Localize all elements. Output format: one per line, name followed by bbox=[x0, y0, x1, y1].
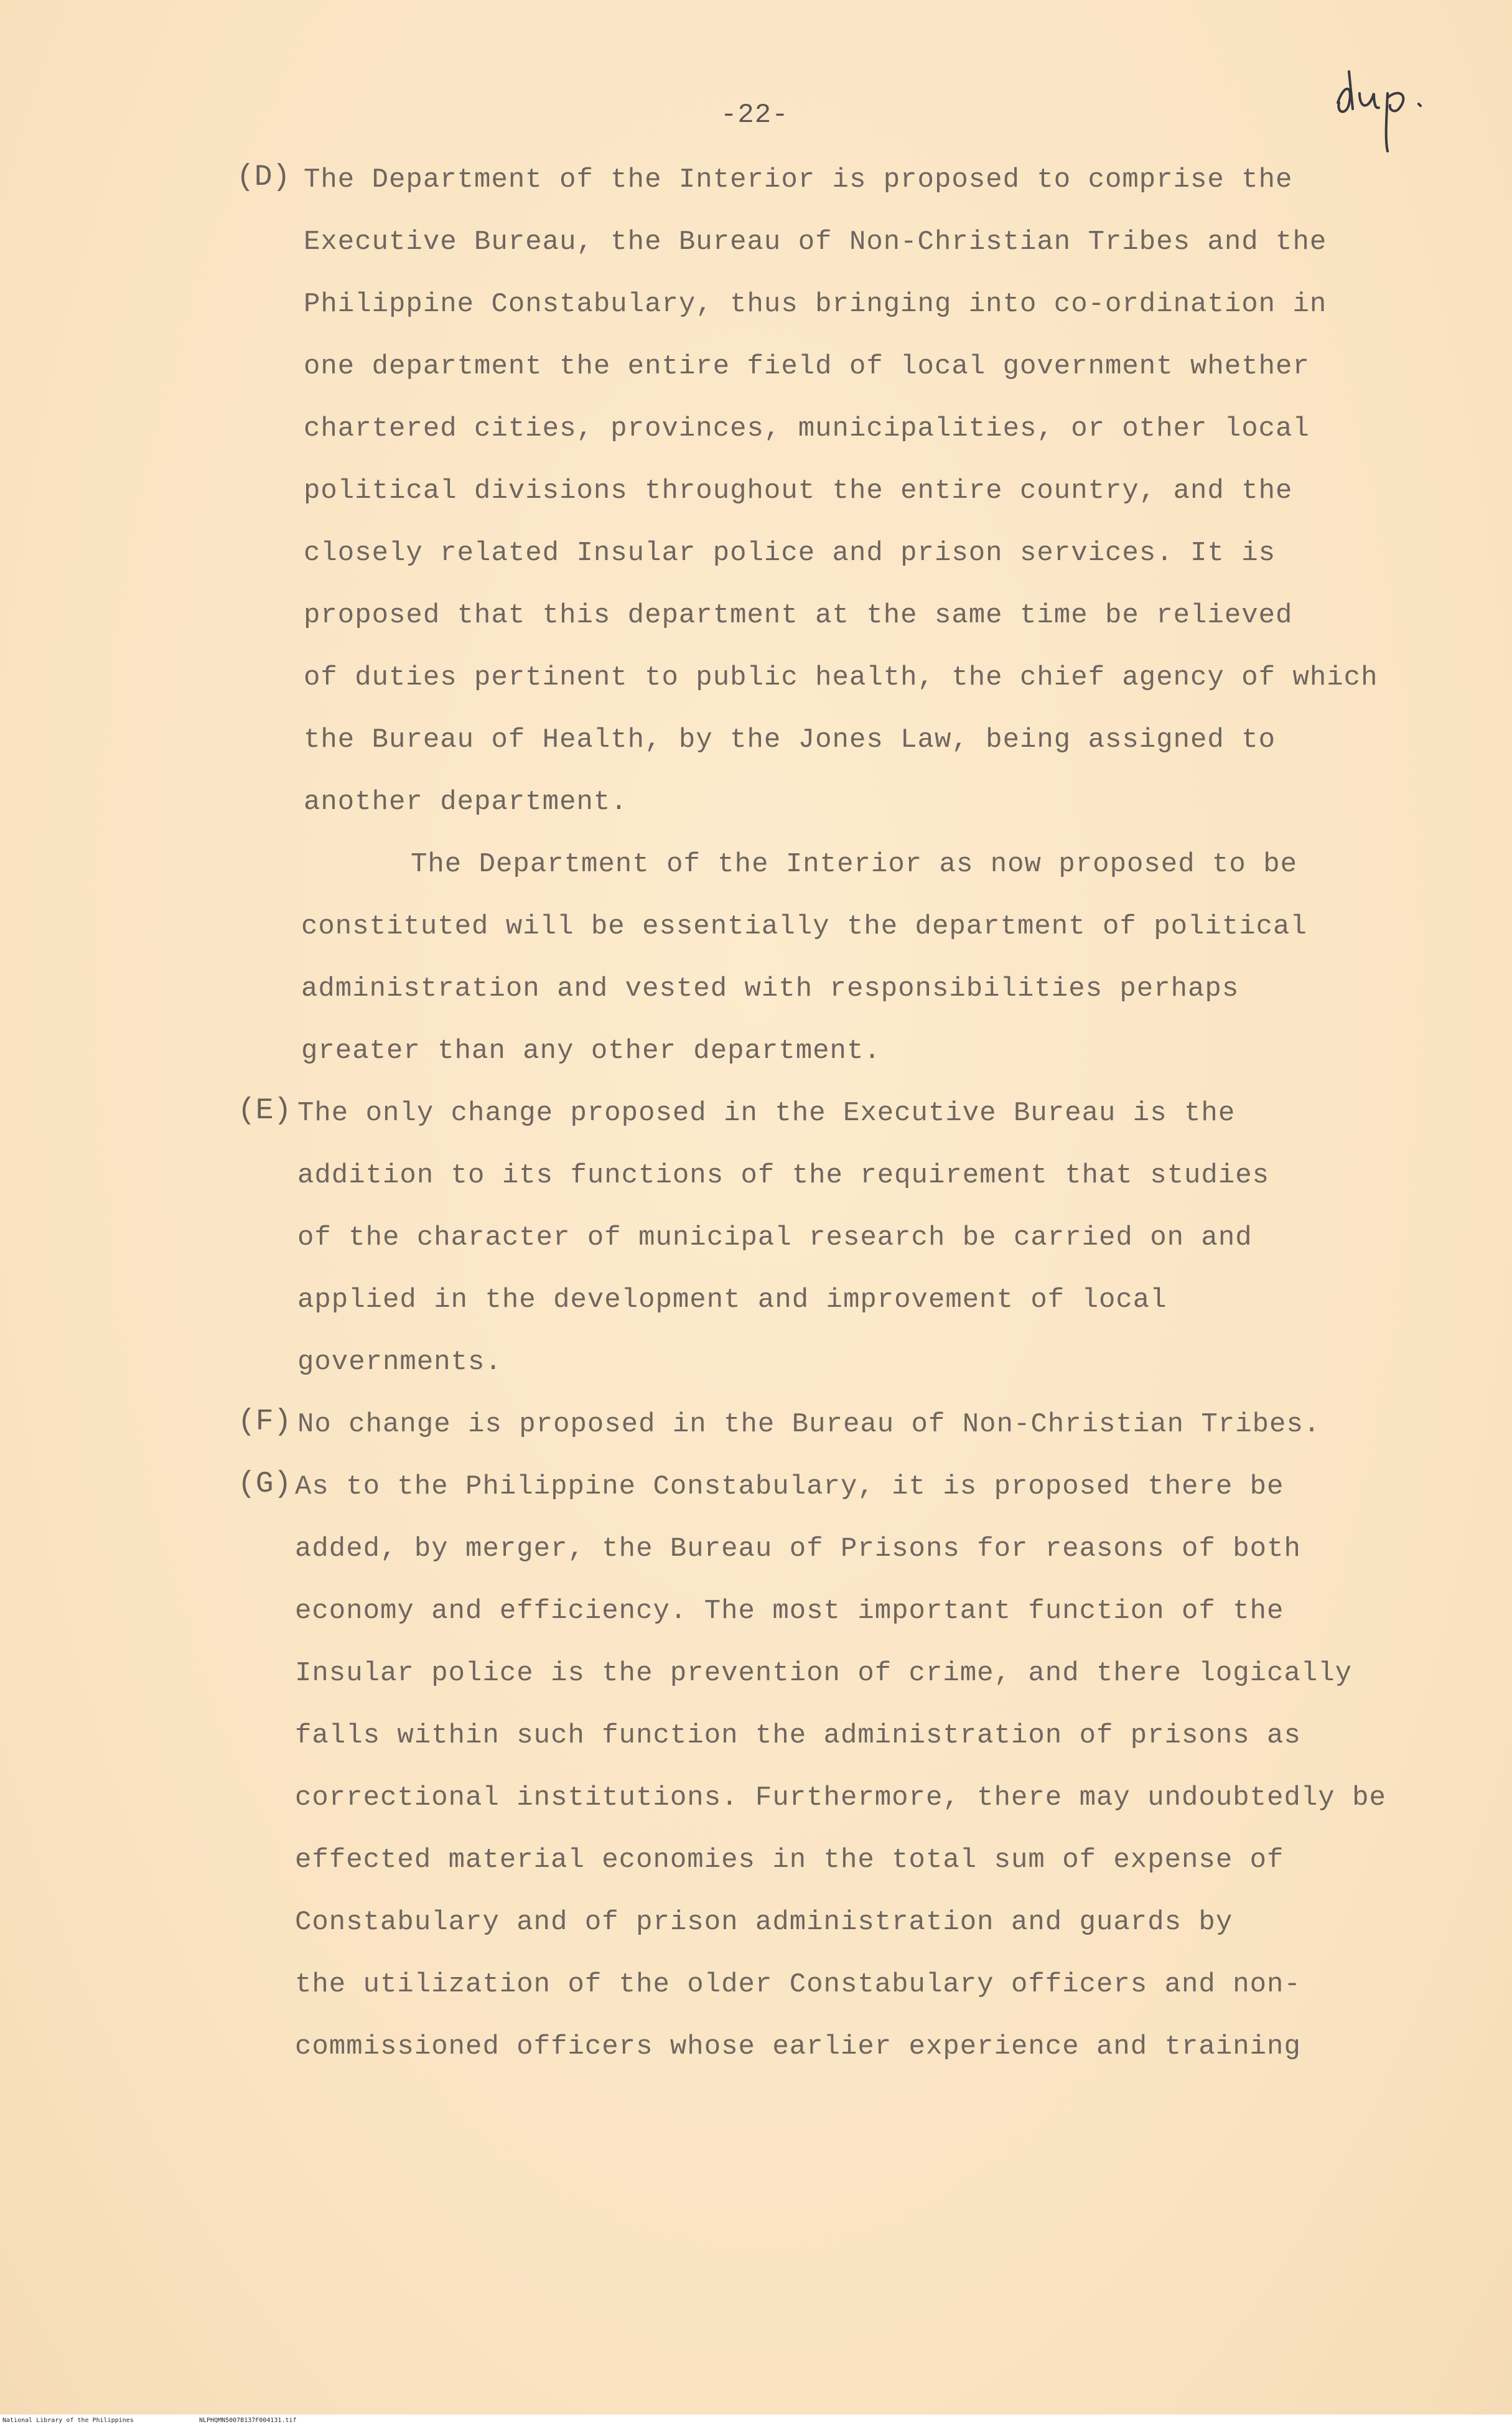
text-line: greater than any other department. bbox=[301, 1036, 881, 1067]
footer-library-name: National Library of the Philippines bbox=[2, 2417, 134, 2424]
text-line: correctional institutions. Furthermore, there may undoubtedly be bbox=[295, 1782, 1386, 1813]
text-line: of the character of municipal research be carried on and bbox=[297, 1222, 1253, 1253]
text-line: proposed that this department at the same time be relieved bbox=[304, 600, 1293, 631]
text-line: The only change proposed in the Executive Bureau is the bbox=[297, 1098, 1236, 1129]
handwritten-annotation-dup bbox=[1325, 59, 1437, 152]
marker-e: (E) bbox=[238, 1094, 292, 1128]
text-line: one department the entire field of local government whether bbox=[304, 351, 1310, 382]
text-line: Executive Bureau, the Bureau of Non-Christian Tribes and the bbox=[304, 227, 1327, 258]
text-line: commissioned officers whose earlier experience and training bbox=[295, 2031, 1301, 2062]
text-line: administration and vested with responsibilities perhaps bbox=[301, 973, 1239, 1004]
footer-file-name: NLPHQMN5007B137F004131.tif bbox=[199, 2417, 297, 2424]
text-line: the utilization of the older Constabulary officers and non- bbox=[295, 1969, 1301, 2000]
text-line: applied in the development and improvement of local bbox=[297, 1284, 1167, 1316]
text-line: of duties pertinent to public health, the chief agency of which bbox=[304, 662, 1378, 693]
text-line: Philippine Constabulary, thus bringing into co-ordination in bbox=[304, 289, 1327, 320]
text-line: The Department of the Interior is proposed to comprise the bbox=[304, 164, 1293, 195]
text-line: constituted will be essentially the department of political bbox=[301, 911, 1307, 942]
text-line: Constabulary and of prison administration and guards by bbox=[295, 1907, 1233, 1938]
text-line: added, by merger, the Bureau of Prisons for reasons of both bbox=[295, 1533, 1301, 1564]
page-number: -22- bbox=[721, 100, 789, 131]
text-line: effected material economies in the total sum of expense of bbox=[295, 1845, 1284, 1876]
text-line: the Bureau of Health, by the Jones Law, being assigned to bbox=[304, 724, 1276, 755]
text-line: addition to its functions of the requirement that studies bbox=[297, 1160, 1270, 1191]
text-line: political divisions throughout the entire country, and the bbox=[304, 475, 1293, 507]
text-line: Insular police is the prevention of crime, and there logically bbox=[295, 1658, 1353, 1689]
marker-g: (G) bbox=[238, 1467, 292, 1501]
text-line: economy and efficiency. The most important function of the bbox=[295, 1596, 1284, 1627]
text-line: No change is proposed in the Bureau of Non-Christian Tribes. bbox=[297, 1409, 1321, 1440]
text-line: chartered cities, provinces, municipalities, or other local bbox=[304, 413, 1310, 444]
marker-f: (F) bbox=[238, 1405, 292, 1439]
text-line: As to the Philippine Constabulary, it is proposed there be bbox=[295, 1471, 1284, 1502]
text-line: falls within such function the administration of prisons as bbox=[295, 1720, 1301, 1751]
text-line: governments. bbox=[297, 1347, 502, 1378]
marker-d: (D) bbox=[236, 161, 291, 194]
text-line: another department. bbox=[304, 787, 628, 818]
text-line: closely related Insular police and prison services. It is bbox=[304, 538, 1276, 569]
text-line: The Department of the Interior as now proposed to be bbox=[411, 849, 1298, 880]
